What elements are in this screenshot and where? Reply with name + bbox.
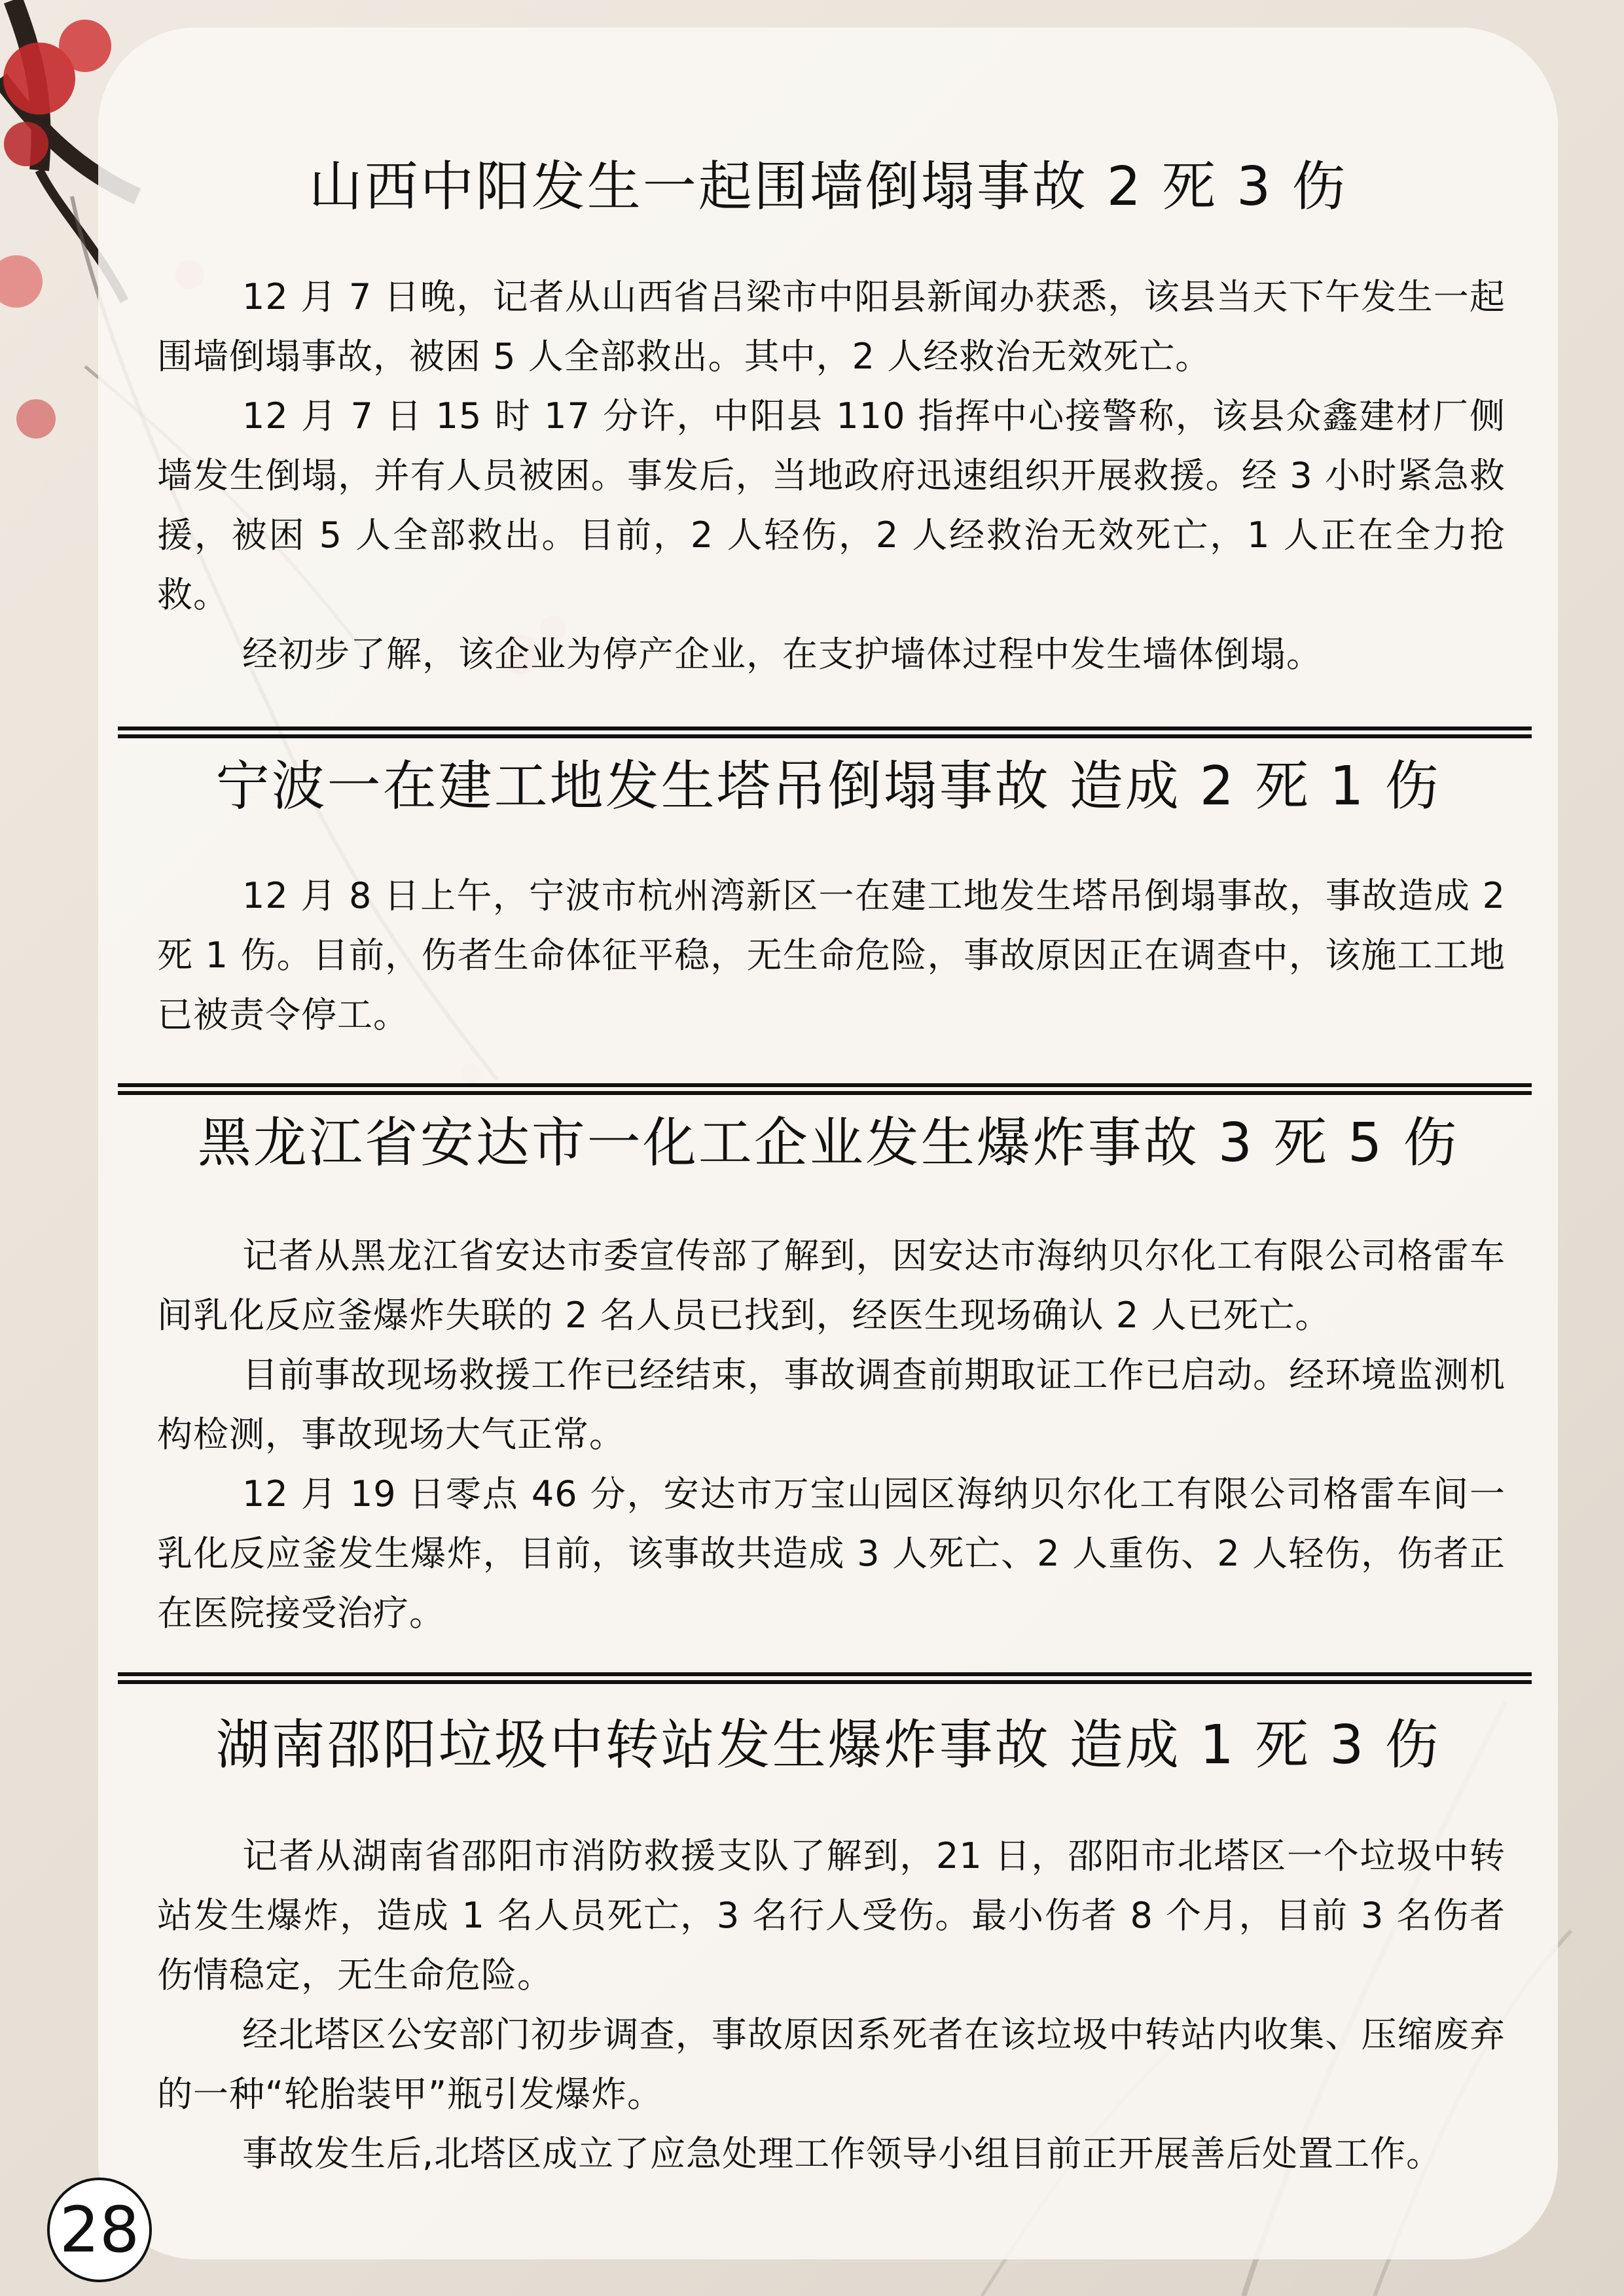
section-divider: [118, 726, 1532, 740]
section-divider: [118, 1672, 1532, 1685]
article-1-body: [157, 267, 1506, 684]
article-4-body: [157, 1826, 1506, 2183]
article-2-title: 宁波一在建工地发生塔吊倒塌事故 造成 2 死 1 伤: [215, 755, 1441, 817]
article-4-paragraph-1: 记者从湖南省邵阳市消防救援支队了解到，21 日，邵阳市北塔区一个垃圾中转站发生爆炸，造成 1 名人员死亡，3 名行人受伤。最小伤者 8 个月，目前 3 名伤者伤情稳定，无生命危险。: [157, 1835, 1506, 1996]
article-3-paragraph-2: 目前事故现场救援工作已经结束，事故调查前期取证工作已启动。经环境监测机构检测，事故现场大气正常。: [157, 1354, 1506, 1455]
section-divider: [118, 1083, 1532, 1096]
article-4-paragraph-3: 事故发生后,北塔区成立了应急处理工作领导小组目前正开展善后处置工作。: [242, 2133, 1443, 2174]
article-2-paragraph-1: 12 月 8 日上午，宁波市杭州湾新区一在建工地发生塔吊倒塌事故，事故造成 2 死 1 伤。目前，伤者生命体征平稳，无生命危险，事故原因正在调查中，该施工工地已被责令停工。: [157, 875, 1506, 1035]
article-2-body: [157, 866, 1506, 1045]
article-3-title: 黑龙江省安达市一化工企业发生爆炸事故 3 死 5 伤: [197, 1112, 1459, 1174]
article-3-body: [157, 1226, 1506, 1643]
article-1-paragraph-1: 12 月 7 日晚，记者从山西省吕梁市中阳县新闻办获悉，该县当天下午发生一起围墙倒塌事故，被困 5 人全部救出。其中，2 人经救治无效死亡。: [157, 276, 1506, 377]
article-1-paragraph-3: 经初步了解，该企业为停产企业，在支护墙体过程中发生墙体倒塌。: [242, 634, 1322, 675]
article-3-paragraph-3: 12 月 19 日零点 46 分，安达市万宝山园区海纳贝尔化工有限公司格雷车间一乳化反应釜发生爆炸，目前，该事故共造成 3 人死亡、2 人重伤、2 人轻伤，伤者正在医院接受治疗。: [157, 1473, 1506, 1634]
article-1-paragraph-2: 12 月 7 日 15 时 17 分许，中阳县 110 指挥中心接警称，该县众鑫建材厂侧墙发生倒塌，并有人员被困。事发后，当地政府迅速组织开展救援。经 3 小时紧急救援，被困 5 人全部救出。目前，2 人轻伤，2 人经救治无效死亡，1 人正在全力抢救。: [157, 395, 1506, 615]
article-1-title: 山西中阳发生一起围墙倒塌事故 2 死 3 伤: [308, 156, 1348, 218]
article-4-title: 湖南邵阳垃圾中转站发生爆炸事故 造成 1 死 3 伤: [215, 1714, 1441, 1776]
article-4-paragraph-2: 经北塔区公安部门初步调查，事故原因系死者在该垃圾中转站内收集、压缩废弃的一种“轮胎装甲”瓶引发爆炸。: [157, 2014, 1506, 2115]
article-3-paragraph-1: 记者从黑龙江省安达市委宣传部了解到，因安达市海纳贝尔化工有限公司格雷车间乳化反应釜爆炸失联的 2 名人员已找到，经医生现场确认 2 人已死亡。: [157, 1235, 1506, 1336]
page-number: 28: [47, 2178, 152, 2282]
